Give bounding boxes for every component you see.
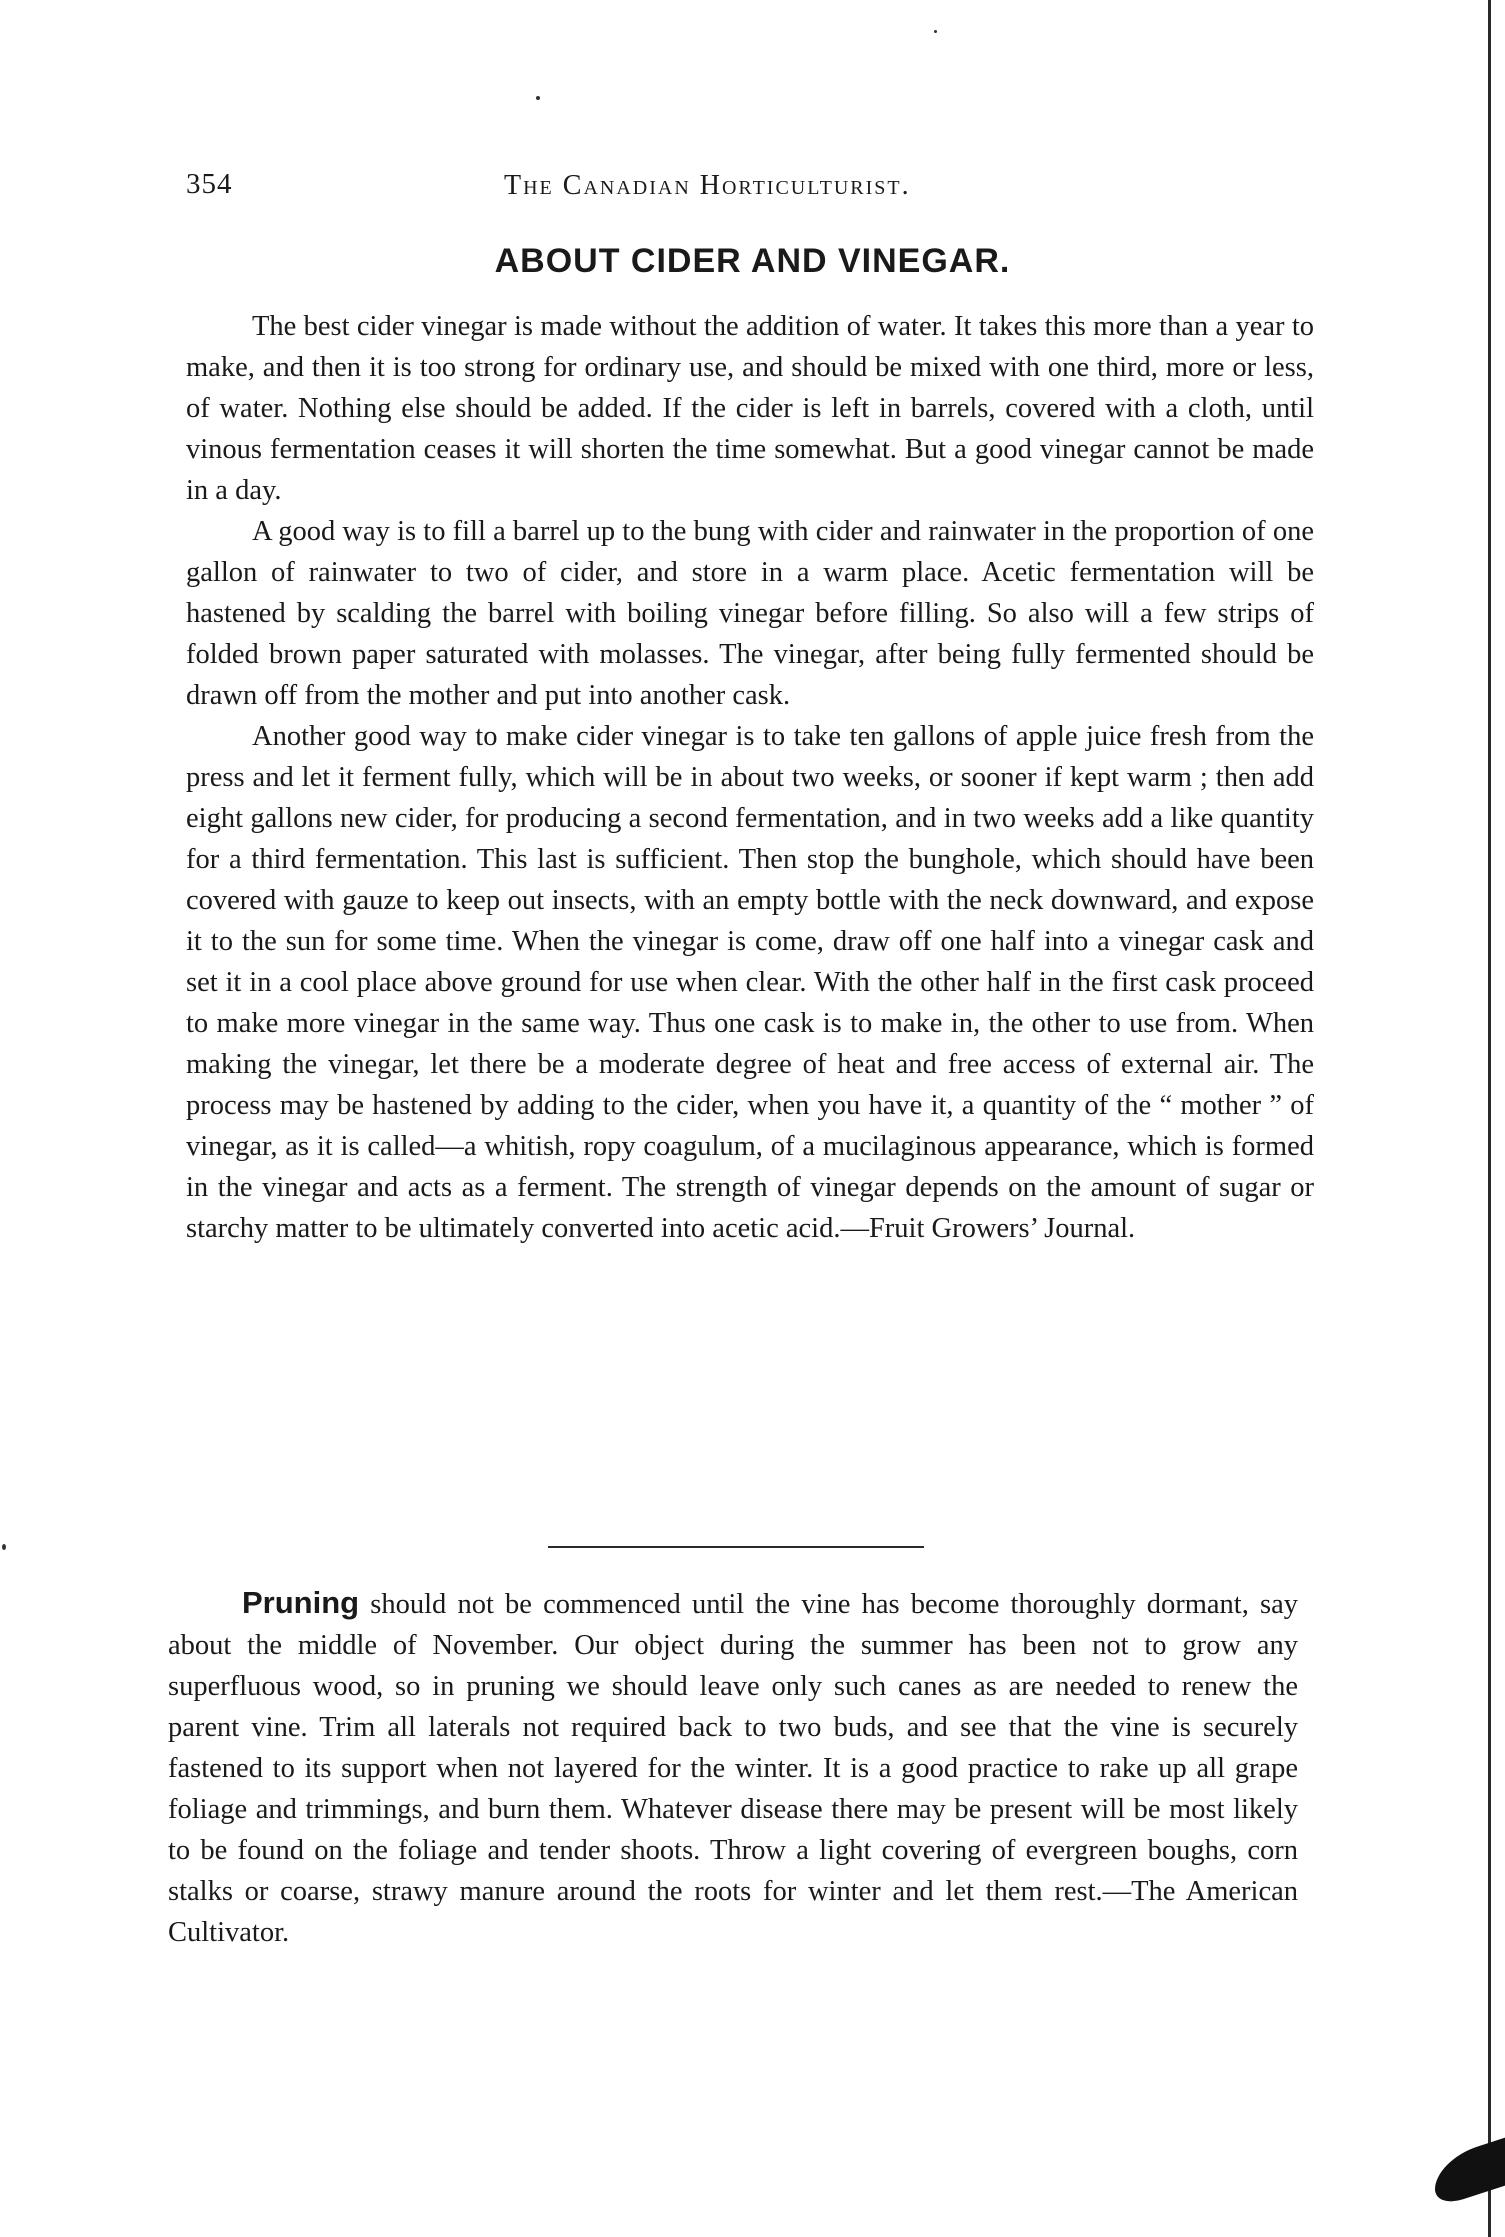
article-body (186, 306, 1314, 1249)
article-title: ABOUT CIDER AND VINEGAR. (494, 242, 1011, 280)
lead-word: Pruning (242, 1585, 360, 1620)
section-divider (548, 1546, 924, 1548)
page-corner-shadow (1435, 2138, 1505, 2209)
page-number: 354 (186, 168, 233, 200)
page-header (186, 168, 1316, 218)
pruning-article (168, 1582, 1298, 1953)
page-edge-shadow (1488, 0, 1491, 2237)
running-title: The Canadian Horticulturist. (504, 170, 911, 201)
print-speck (934, 30, 937, 33)
paragraph (168, 1582, 1298, 1953)
paragraph: A good way is to fill a barrel up to the bung with cider and rainwater in the proportion of one gallon of rainwater to two of cider, and store in a warm place. Acetic fermentation will be hastened by scalding the barrel with boiling vinegar before filling. So also will a few strips of folded brown paper saturated with molasses. The vinegar, after being fully fermented should be drawn off from the mother and put into another cask. (186, 516, 1314, 711)
print-speck (536, 96, 540, 100)
print-speck (2, 1544, 6, 1550)
paragraph: Another good way to make cider vinegar is to take ten gallons of apple juice fresh from the press and let it ferment fully, which will be in about two weeks, or sooner if kept warm ; then add eight gallons new cider, for producing a second fermentation, and in two weeks add a like quantity for a third fermentation. This last is sufficient. Then stop the bunghole, which should have been covered with gauze to keep out insects, with an empty bottle with the neck downward, and expose it to the sun for some time. When the vinegar is come, draw off one half into a vinegar cask and set it in a cool place above ground for use when clear. With the other half in the first cask proceed to make more vinegar in the same way. Thus one cask is to make in, the other to use from. When making the vinegar, let there be a moderate degree of heat and free access of external air. The process may be hastened by adding to the cider, when you have it, a quantity of the “ mother ” of vinegar, as it is called—a whitish, ropy coagulum, of a mucilaginous appearance, which is formed in the vinegar and acts as a ferment. The strength of vinegar depends on the amount of sugar or starchy matter to be ultimately converted into acetic acid.—Fruit Growers’ Journal. (186, 721, 1314, 1244)
paragraph-text: should not be commenced until the vine has become thoroughly dormant, say about the middle of November. Our object during the summer has been not to grow any superfluous wood, so in pruning we should leave only such canes as are needed to renew the parent vine. Trim all laterals not required back to two buds, and see that the vine is securely fastened to its support when not layered for the winter. It is a good practice to rake up all grape foliage and trimmings, and burn them. Whatever disease there may be present will be most likely to be found on the foliage and tender shoots. Throw a light covering of evergreen boughs, corn stalks or coarse, strawy manure around the roots for winter and let them rest.—The American Cultivator. (168, 1589, 1299, 1948)
paragraph: The best cider vinegar is made without the addition of water. It takes this more than a year to make, and then it is too strong for ordinary use, and should be mixed with one third, more or less, of water. Nothing else should be added. If the cider is left in barrels, covered with a cloth, until vinous fermentation ceases it will shorten the time somewhat. But a good vinegar cannot be made in a day. (186, 311, 1314, 506)
